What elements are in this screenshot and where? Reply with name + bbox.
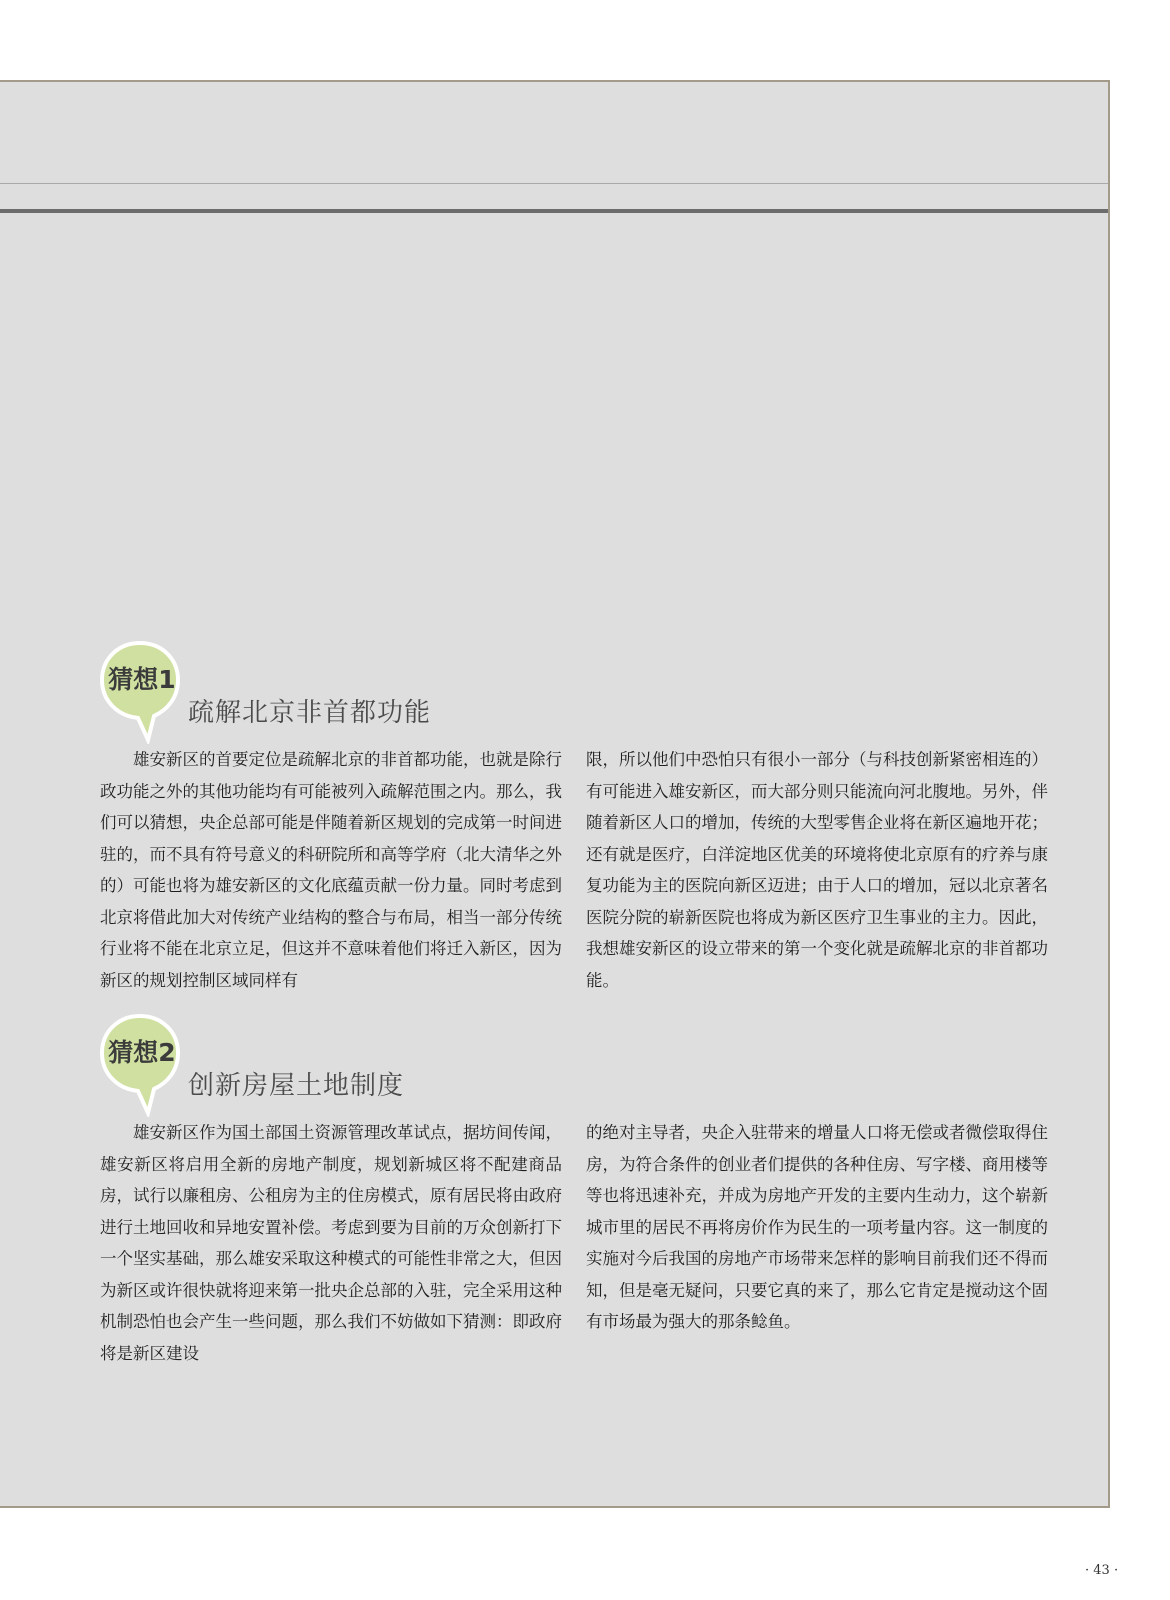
content-panel	[0, 80, 1110, 1508]
header-thick-rule	[0, 209, 1108, 213]
paragraph: 雄安新区的首要定位是疏解北京的非首都功能，也就是除行政功能之外的其他功能均有可能被列入疏解范围之内。那么，我们可以猜想，央企总部可能是伴随着新区规划的完成第一时间进驻的，而不具有符号意义的科研院所和高等学府（北大清华之外的）可能也将为雄安新区的文化底蕴贡献一份力量。同时考虑到北京将借此加大对传统产业结构的整合与布局，相当一部分传统行业将不能在北京立足，但这并不意味着他们将迁入新区，因为新区的规划控制区域同样有	[100, 750, 562, 990]
badge-label: 猜想1	[108, 665, 176, 694]
page-number: · 43 ·	[1085, 1563, 1119, 1578]
left-column-text	[100, 1117, 562, 1369]
paragraph: 雄安新区作为国土部国土资源管理改革试点，据坊间传闻，雄安新区将启用全新的房地产制度，规划新城区将不配建商品房，试行以廉租房、公租房为主的住房模式，原有居民将由政府进行土地回收和异地安置补偿。考虑到要为目前的万众创新打下一个坚实基础，那么雄安采取这种模式的可能性非常之大，但因为新区或许很快就将迎来第一批央企总部的入驻，完全采用这种机制恐怕也会产生一些问题，那么我们不妨做如下猜测：即政府将是新区建设	[100, 1123, 562, 1363]
paragraph: 限，所以他们中恐怕只有很小一部分（与科技创新紧密相连的）有可能进入雄安新区，而大部分则只能流向河北腹地。另外，伴随着新区人口的增加，传统的大型零售企业将在新区遍地开花；还有就是医疗，白洋淀地区优美的环境将使北京原有的疗养与康复功能为主的医院向新区迈进；由于人口的增加，冠以北京著名医院分院的崭新医院也将成为新区医疗卫生事业的主力。因此，我想雄安新区的设立带来的第一个变化就是疏解北京的非首都功能。	[586, 750, 1048, 990]
section-title: 疏解北京非首都功能	[188, 698, 432, 728]
right-column-text	[586, 1117, 1048, 1338]
badge-label: 猜想2	[108, 1038, 176, 1067]
speech-bubble-badge-icon	[98, 640, 180, 740]
section-title: 创新房屋土地制度	[188, 1071, 405, 1101]
left-column-text	[100, 744, 562, 996]
right-column-text	[586, 744, 1048, 996]
header-thin-rule	[0, 183, 1108, 184]
speech-bubble-badge-icon	[98, 1013, 180, 1113]
paragraph: 的绝对主导者，央企入驻带来的增量人口将无偿或者微偿取得住房，为符合条件的创业者们提供的各种住房、写字楼、商用楼等等也将迅速补充，并成为房地产开发的主要内生动力，这个崭新城市里的居民不再将房价作为民生的一项考量内容。这一制度的实施对今后我国的房地产市场带来怎样的影响目前我们还不得而知，但是毫无疑问，只要它真的来了，那么它肯定是搅动这个固有市场最为强大的那条鲶鱼。	[586, 1123, 1048, 1331]
